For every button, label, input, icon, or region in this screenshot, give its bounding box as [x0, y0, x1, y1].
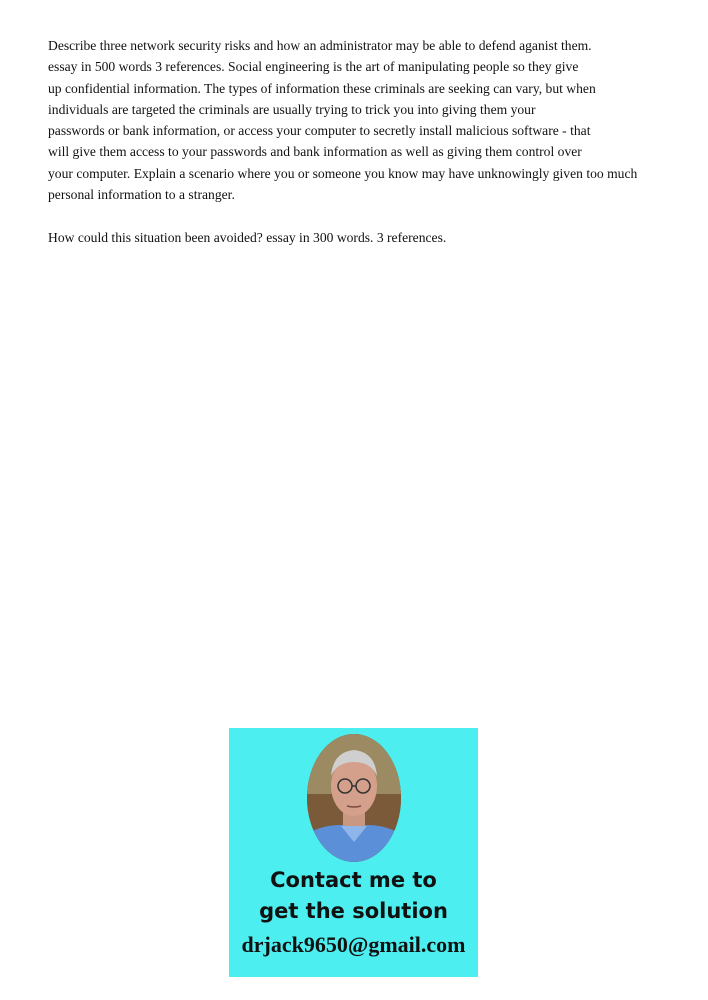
contact-promo-image — [229, 728, 478, 977]
text-line: your computer. Explain a scenario where you or someone you know may have unknowingly given too much — [48, 165, 638, 181]
text-line: passwords or bank information, or access your computer to secretly install malicious software - that — [48, 123, 591, 139]
question-line: How could this situation been avoided? essay in 300 words. 3 references. — [48, 229, 447, 245]
text-line: essay in 500 words 3 references. Social engineering is the art of manipulating people so they give — [48, 59, 579, 75]
contact-heading-line1: Contact me to — [270, 868, 437, 892]
contact-heading-line2: get the solution — [259, 899, 448, 923]
text-line: will give them access to your passwords and bank information as well as giving them control over — [48, 144, 582, 160]
text-line: individuals are targeted the criminals are usually trying to trick you into giving them your — [48, 101, 536, 117]
contact-email: drjack9650@gmail.com — [241, 932, 466, 957]
document-body — [48, 35, 637, 248]
text-line: Describe three network security risks and how an administrator may be able to defend aganist them. — [48, 38, 592, 53]
portrait-photo — [307, 734, 401, 862]
text-line: up confidential information. The types of information these criminals are seeking can vary, but when — [48, 80, 596, 96]
text-line: personal information to a stranger. — [48, 187, 235, 203]
